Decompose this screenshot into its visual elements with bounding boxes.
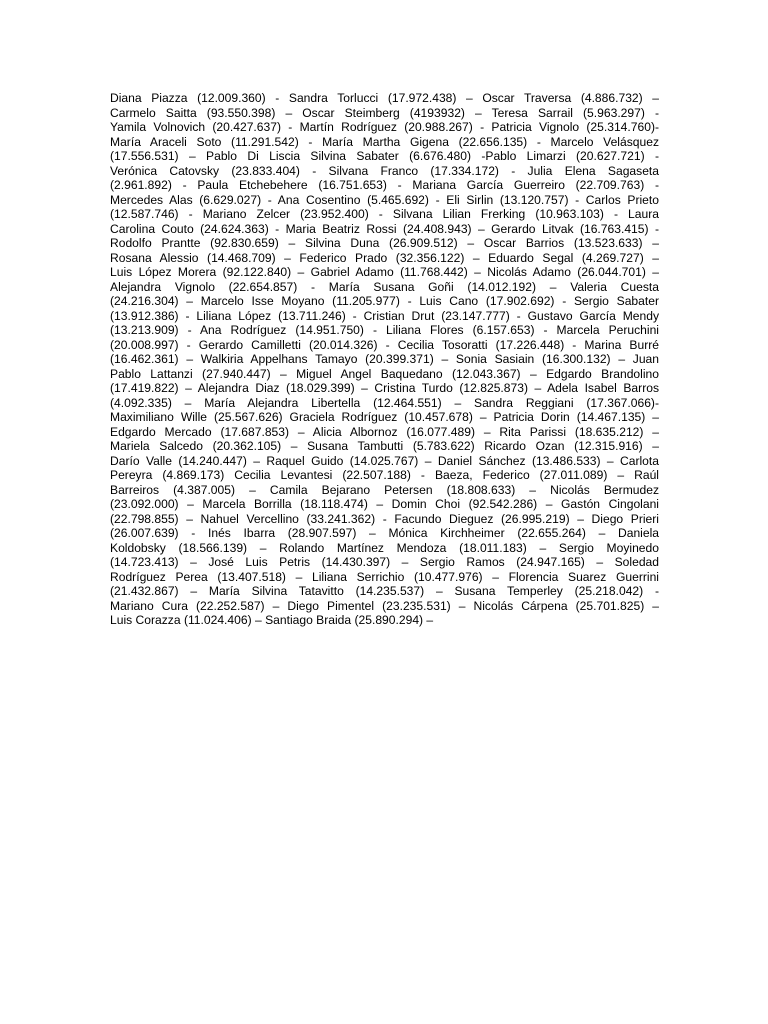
- text-line: Mariela Salcedo (20.362.105) – Susana Tambutti (5.783.622) Ricardo Ozan (12.315.916) –: [110, 439, 659, 453]
- text-line: (13.213.909) - Ana Rodríguez (14.951.750) - Liliana Flores (6.157.653) - Marcela Peruchini: [110, 323, 659, 337]
- text-line: (16.462.361) – Walkiria Appelhans Tamayo (20.399.371) – Sonia Sasiain (16.300.132) – Juan: [110, 352, 659, 366]
- text-line: Luis López Morera (92.122.840) – Gabriel Adamo (11.768.442) – Nicolás Adamo (26.044.701) –: [110, 265, 659, 279]
- text-line: (23.092.000) – Marcela Borrilla (18.118.474) – Domin Choi (92.542.286) – Gastón Cingolani: [110, 497, 659, 511]
- text-line: (24.216.304) – Marcelo Isse Moyano (11.205.977) - Luis Cano (17.902.692) - Sergio Sabater: [110, 294, 659, 308]
- text-line: Rodolfo Prantte (92.830.659) – Silvina Duna (26.909.512) – Oscar Barrios (13.523.633) –: [110, 236, 659, 250]
- text-line: María Araceli Soto (11.291.542) - María Martha Gigena (22.656.135) - Marcelo Velásquez: [110, 134, 659, 149]
- text-line: (4.092.335) – María Alejandra Libertella (12.464.551) – Sandra Reggiani (17.367.066)-: [110, 395, 659, 410]
- text-line: Carolina Couto (24.624.363) - Maria Beatriz Rossi (24.408.943) – Gerardo Litvak (16.763.415) -: [110, 221, 659, 236]
- text-line: Barreiros (4.387.005) – Camila Bejarano Petersen (18.808.633) – Nicolás Bermudez: [110, 482, 659, 497]
- text-line: (2.961.892) - Paula Etchebehere (16.751.653) - Mariana García Guerreiro (22.709.763) -: [110, 178, 659, 192]
- text-line: Carmelo Saitta (93.550.398) – Oscar Steimberg (4193932) – Teresa Sarrail (5.963.297) -: [110, 105, 659, 120]
- text-line: (14.723.413) – José Luis Petris (14.430.397) – Sergio Ramos (24.947.165) – Soledad: [110, 555, 659, 569]
- text-line: (17.419.822) – Alejandra Diaz (18.029.399) – Cristina Turdo (12.825.873) – Adela Isabel Barros: [110, 381, 659, 395]
- text-line: Maximiliano Wille (25.567.626) Graciela Rodríguez (10.457.678) – Patricia Dorin (14.467.135) –: [110, 410, 659, 424]
- text-line: Yamila Volnovich (20.427.637) - Martín Rodríguez (20.988.267) - Patricia Vignolo (25.314.760)-: [110, 120, 659, 134]
- text-line: Pablo Lattanzi (27.940.447) – Miguel Angel Baquedano (12.043.367) – Edgardo Brandolino: [110, 366, 659, 381]
- text-line: Edgardo Mercado (17.687.853) – Alicia Albornoz (16.077.489) – Rita Parissi (18.635.212) –: [110, 424, 659, 439]
- text-line: Darío Valle (14.240.447) – Raquel Guido (14.025.767) – Daniel Sánchez (13.486.533) – Carlota: [110, 453, 659, 468]
- text-line: (13.912.386) - Liliana López (13.711.246) - Cristian Drut (23.147.777) - Gustavo García Mendy: [110, 308, 659, 323]
- text-line: Alejandra Vignolo (22.654.857) - María Susana Goñi (14.012.192) – Valeria Cuesta: [110, 279, 659, 294]
- text-line: (20.008.997) - Gerardo Camilletti (20.014.326) - Cecilia Tosoratti (17.226.448) - Marina Burré: [110, 337, 659, 352]
- text-line: Verónica Catovsky (23.833.404) - Silvana Franco (17.334.172) - Julia Elena Sagaseta: [110, 163, 659, 178]
- text-line: (17.556.531) – Pablo Di Liscia Silvina Sabater (6.676.480) -Pablo Limarzi (20.627.721) -: [110, 149, 659, 163]
- text-line: Rodríguez Perea (13.407.518) – Liliana Serrichio (10.477.976) – Florencia Suarez Guerrini: [110, 569, 659, 584]
- text-line: Diana Piazza (12.009.360) - Sandra Torlucci (17.972.438) – Oscar Traversa (4.886.732) –: [110, 91, 659, 105]
- text-line: Mariano Cura (22.252.587) – Diego Pimentel (23.235.531) – Nicolás Cárpena (25.701.825) –: [110, 598, 659, 613]
- text-line: Mercedes Alas (6.629.027) - Ana Cosentino (5.465.692) - Eli Sirlin (13.120.757) - Carlos Prieto: [110, 192, 659, 207]
- text-line: Rosana Alessio (14.468.709) – Federico Prado (32.356.122) – Eduardo Segal (4.269.727) –: [110, 250, 659, 265]
- text-line: (26.007.639) - Inés Ibarra (28.907.597) – Mónica Kirchheimer (22.655.264) – Daniela: [110, 526, 659, 540]
- names-list-paragraph: [110, 91, 659, 628]
- text-line: Luis Corazza (11.024.406) – Santiago Braida (25.890.294) –: [110, 613, 434, 627]
- text-line: Koldobsky (18.566.139) – Rolando Martínez Mendoza (18.011.183) – Sergio Moyinedo: [110, 540, 659, 555]
- text-line: Pereyra (4.869.173) Cecilia Levantesi (22.507.188) - Baeza, Federico (27.011.089) – Raúl: [110, 468, 659, 482]
- text-line: (21.432.867) – María Silvina Tatavitto (14.235.537) – Susana Temperley (25.218.042) -: [110, 584, 659, 598]
- document-page: [110, 91, 659, 628]
- text-line: (22.798.855) – Nahuel Vercellino (33.241.362) - Facundo Dieguez (26.995.219) – Diego Prieri: [110, 511, 659, 526]
- text-line: (12.587.746) - Mariano Zelcer (23.952.400) - Silvana Lilian Frerking (10.963.103) - Laura: [110, 207, 659, 221]
